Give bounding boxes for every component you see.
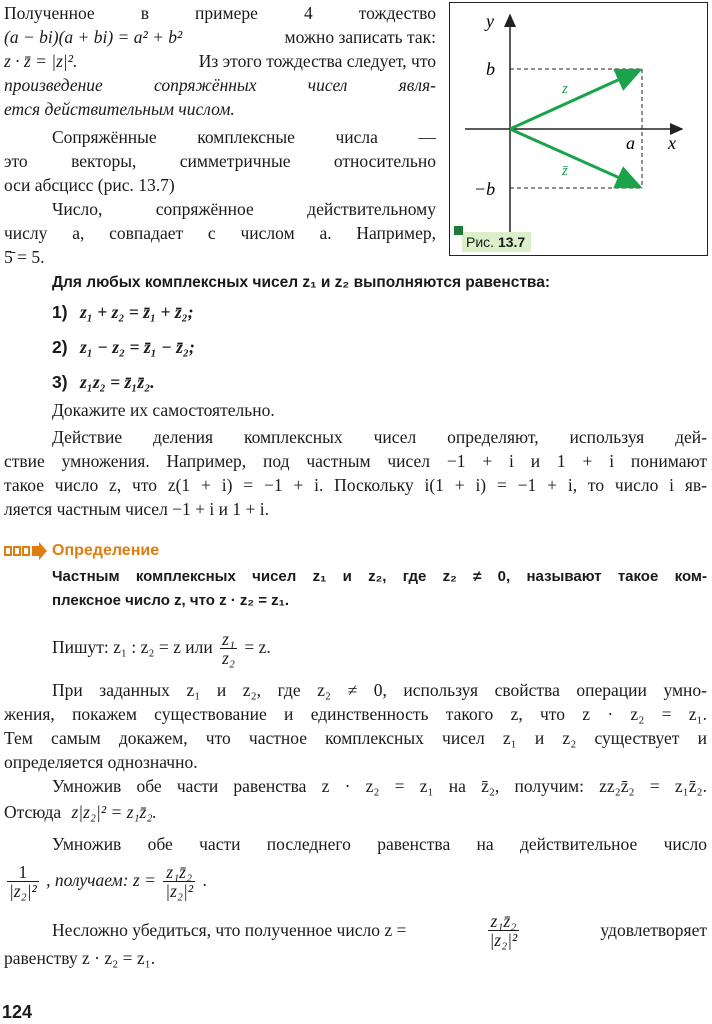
definition-heading: Определение (52, 542, 160, 559)
caption-prefix: Рис. (466, 234, 495, 250)
property-2 (52, 335, 195, 359)
proof-line2: жения, покажем существование и единственность такого z, что z · z₂ = z₁. (4, 704, 707, 724)
identity-formula: (a − bi)(a + bi) = a² + b² (4, 27, 183, 47)
zbar-vector-label: z̄ (562, 163, 568, 179)
notation-frac-den: z₂ (222, 648, 235, 669)
result-fraction (163, 863, 195, 900)
proof-line7: Умножив обе части последнего равенства на действительное число (52, 834, 707, 854)
notation-prefix: Пишут: z₁ : z₂ = z или (52, 637, 213, 657)
property-2-formula: z₁ − z₂ = z̄₁ − z̄₂; (79, 337, 195, 357)
notation-fraction (220, 630, 237, 667)
para1-line2 (4, 25, 436, 49)
proof-line8 (4, 858, 207, 902)
property-1-formula: z₁ + z₂ = z̄₁ + z̄₂; (79, 302, 194, 322)
para2-line3: оси абсцисс (рис. 13.7) (4, 175, 175, 195)
b-label: b (486, 59, 495, 79)
property-3-number: 3) (52, 372, 68, 392)
proof-line5: Умножив обе части равенства z · z₂ = z₁ на z̄₂, получим: zz₂z̄₂ = z₁z̄₂. (52, 776, 707, 796)
proof-line3: Тем самым докажем, что частное комплексных чисел z₁ и z₂ существует и (4, 728, 707, 748)
para3-line2: числу a, совпадает с числом a. Например, (4, 223, 436, 243)
definition-line2: плексное число z, что z · z₂ = z₁. (52, 592, 290, 609)
division-line4: ляется частным чисел −1 + i и 1 + i. (4, 499, 270, 519)
para1-line4: произведение сопряжённых чисел явля- (4, 75, 436, 95)
proof-line8-mid: , получаем: z = (46, 870, 156, 890)
caption-marker (454, 226, 463, 235)
x-axis-label: x (668, 133, 676, 153)
para1-line3 (4, 49, 436, 73)
property-2-number: 2) (52, 337, 68, 357)
notation-frac-num: z₁ (222, 629, 235, 650)
minus-b-label: −b (474, 179, 496, 199)
proof-line9-prefix: Несложно убедиться, что полученное число z = (52, 920, 407, 940)
para3-line1: Число, сопряжённое действительному (52, 199, 436, 219)
proof-line10: равенству z · z₂ = z₁. (4, 948, 156, 968)
proof-line8-end: . (202, 870, 207, 890)
property-3 (52, 370, 155, 394)
final-den: |z₂|² (489, 929, 518, 950)
para2-line1: Сопряжённые комплексные числа — (52, 127, 436, 147)
notation-suffix: = z. (244, 637, 271, 657)
notation-line (52, 627, 271, 667)
figure-13-7 (449, 2, 708, 256)
z-vector (510, 70, 640, 129)
proof-line6 (4, 800, 157, 824)
zbar-vector (510, 129, 640, 187)
caption-number: 13.7 (497, 234, 526, 250)
final-num: z₁z̄₂ (488, 912, 520, 931)
reciprocal-den: |z₂|² (9, 881, 37, 902)
proof-line9-suffix: удовлетворяет (600, 920, 707, 940)
proof-line6-formula: z|z₂|² = z₁z̄₂. (71, 802, 157, 822)
result-den: |z₂|² (165, 881, 194, 902)
result-num: z₁z̄₂ (163, 863, 195, 882)
para1-line1: Полученное в примере 4 тождество (4, 3, 436, 23)
reciprocal-fraction (7, 863, 39, 900)
figure-diagram (450, 3, 707, 255)
para1-line3-text: Из этого тождества следует, что (198, 51, 436, 71)
proof-line6-prefix: Отсюда (4, 802, 62, 822)
para1-line5: ется действительным числом. (4, 99, 235, 119)
conjugate-product-formula: z · z̄ = |z|². (4, 51, 78, 71)
property-1-number: 1) (52, 302, 68, 322)
reciprocal-num: 1 (7, 863, 39, 882)
final-fraction (488, 912, 520, 949)
props-intro: Для любых комплексных чисел z₁ и z₂ выполняются равенства: (52, 274, 551, 291)
prove-text: Докажите их самостоятельно. (52, 400, 275, 420)
figure-caption (462, 232, 531, 252)
division-line3: такое число z, что z(1 + i) = −1 + i. Поскольку i(1 + i) = −1 + i, то число i яв- (4, 475, 707, 495)
para1-line2-text: можно записать так: (284, 27, 436, 47)
proof-line1: При заданных z₁ и z₂, где z₂ ≠ 0, используя свойства операции умно- (52, 680, 707, 700)
z-vector-label: z (562, 81, 568, 97)
property-3-formula: z₁z₂ = z̄₁z̄₂. (79, 372, 155, 392)
division-line2: ствие умножения. Например, под частным чисел −1 + i и 1 + i понимают (4, 451, 707, 471)
y-axis-label: y (486, 11, 494, 31)
para3-line3: 5̄ = 5. (4, 247, 45, 267)
definition-line1: Частным комплексных чисел z₁ и z₂, где z₂ ≠ 0, называют такое ком- (52, 568, 707, 585)
a-label: a (626, 133, 635, 153)
para2-line2: это векторы, симметричные относительно (4, 151, 436, 171)
proof-line4: определяется однозначно. (4, 752, 198, 772)
page-number: 124 (2, 1002, 33, 1022)
property-1 (52, 300, 194, 324)
definition-arrow-icon (4, 541, 44, 561)
division-line1: Действие деления комплексных чисел определяют, используя дей- (52, 427, 707, 447)
